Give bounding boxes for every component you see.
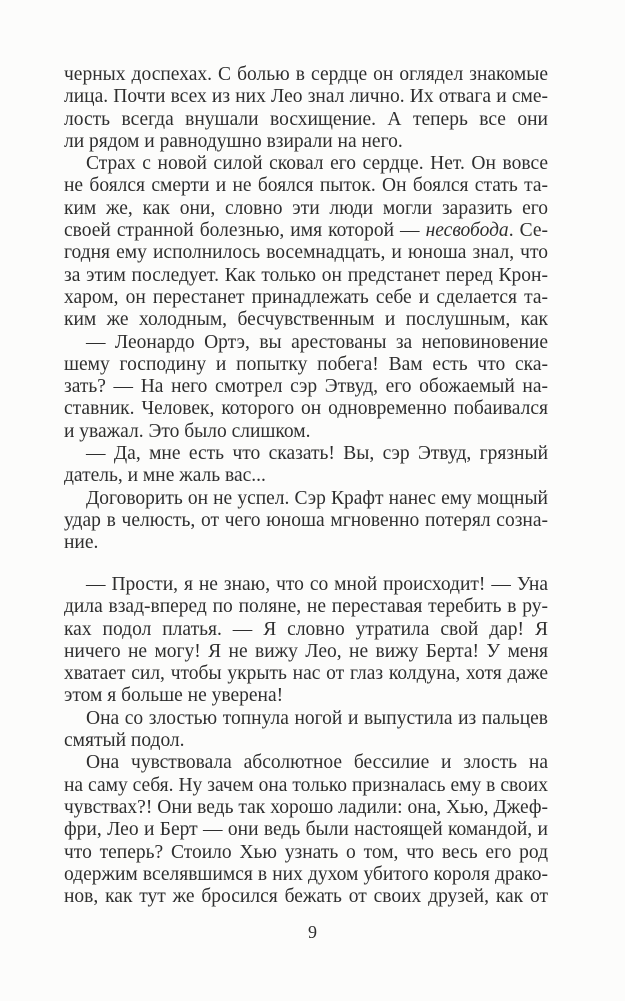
text-line [64, 220, 548, 242]
text-line: ставник. Человек, которого он одновременно побаивался [64, 398, 548, 420]
italic-word: несвобода [425, 220, 509, 242]
text-line: фри, Лео и Берт — они ведь были настоящей командой, и [64, 819, 548, 841]
text-block-1 [64, 64, 548, 555]
text-line: Она со злостью топнула ногой и выпустила из пальцев [86, 707, 548, 729]
text-segment: своей странной болезнью, имя которой — [64, 220, 426, 242]
text-line: черных доспехах. С болью в сердце он оглядел знакомые [64, 64, 548, 85]
text-segment: . Се- [508, 220, 548, 242]
text-line: и уважал. Это было слишком. [64, 420, 311, 442]
text-line: ние. [64, 532, 99, 554]
text-line: ким же, как они, словно эти люди могли заразить его [64, 197, 548, 219]
text-block-2 [64, 574, 548, 908]
text-line: шему господину и попытку побега! Вам есть что ска- [64, 353, 548, 375]
text-line: — Леонардо Ортэ, вы арестованы за неповиновение [86, 331, 548, 353]
text-line: годня ему исполнилось восемнадцать, и юноша знал, что [64, 242, 548, 264]
text-line: одержим вселявшимся в них духом убитого короля драко- [64, 863, 548, 885]
text-line: дила взад-вперед по поляне, не переставая теребить в ру- [64, 596, 548, 618]
text-line: этом я больше не уверена! [64, 685, 284, 707]
text-line: смятый подол. [64, 730, 185, 752]
text-line: не боялся смерти и не боялся пыток. Он боялся стать та- [64, 175, 548, 197]
text-line: — Прости, я не знаю, что со мной происходит! — Уна [86, 574, 548, 595]
page-number: 9 [308, 922, 317, 942]
text-line: на саму себя. Ну зачем она только призналась ему в своих [64, 774, 548, 796]
text-line: ким же холодным, бесчувственным и послушным, как [64, 309, 548, 331]
text-line: за этим последует. Как только он предстанет перед Крон- [64, 264, 548, 286]
text-line: чувствах?! Они ведь так хорошо ладили: она, Хью, Джеф- [64, 796, 548, 818]
text-line: нов, как тут же бросился бежать от своих друзей, как от [64, 886, 548, 908]
text-line: Она чувствовала абсолютное бессилие и злость на [86, 752, 548, 774]
text-line: — Да, мне есть что сказать! Вы, сэр Этвуд, грязный [86, 443, 548, 465]
text-line: Договорить он не успел. Сэр Крафт нанес ему мощный [86, 487, 548, 509]
text-line: зать? — На него смотрел сэр Этвуд, его обожаемый на- [64, 376, 548, 398]
text-line: удар в челюсть, от чего юноша мгновенно потерял созна- [64, 509, 548, 531]
text-line: лость всегда внушали восхищение. А теперь все они [64, 108, 548, 130]
text-line: что теперь? Стоило Хью узнать о том, что весь его род [64, 841, 548, 863]
text-line: Страх с новой силой сковал его сердце. Нет. Он вовсе [86, 153, 548, 175]
text-line: лица. Почти всех из них Лео знал лично. Их отвага и сме- [64, 86, 548, 108]
text-line: ках подол платья. — Я словно утратила свой дар! Я [64, 618, 548, 640]
text-line: хватает сил, чтобы укрыть нас от глаз колдуна, хотя даже [64, 663, 548, 685]
text-line: харом, он перестанет принадлежать себе и сделается та- [64, 286, 548, 308]
text-line: ли рядом и равнодушно взирали на него. [64, 130, 403, 152]
text-line: датель, и мне жаль вас... [64, 465, 266, 487]
text-line: ничего не могу! Я не вижу Лео, не вижу Берта! У меня [64, 640, 548, 662]
